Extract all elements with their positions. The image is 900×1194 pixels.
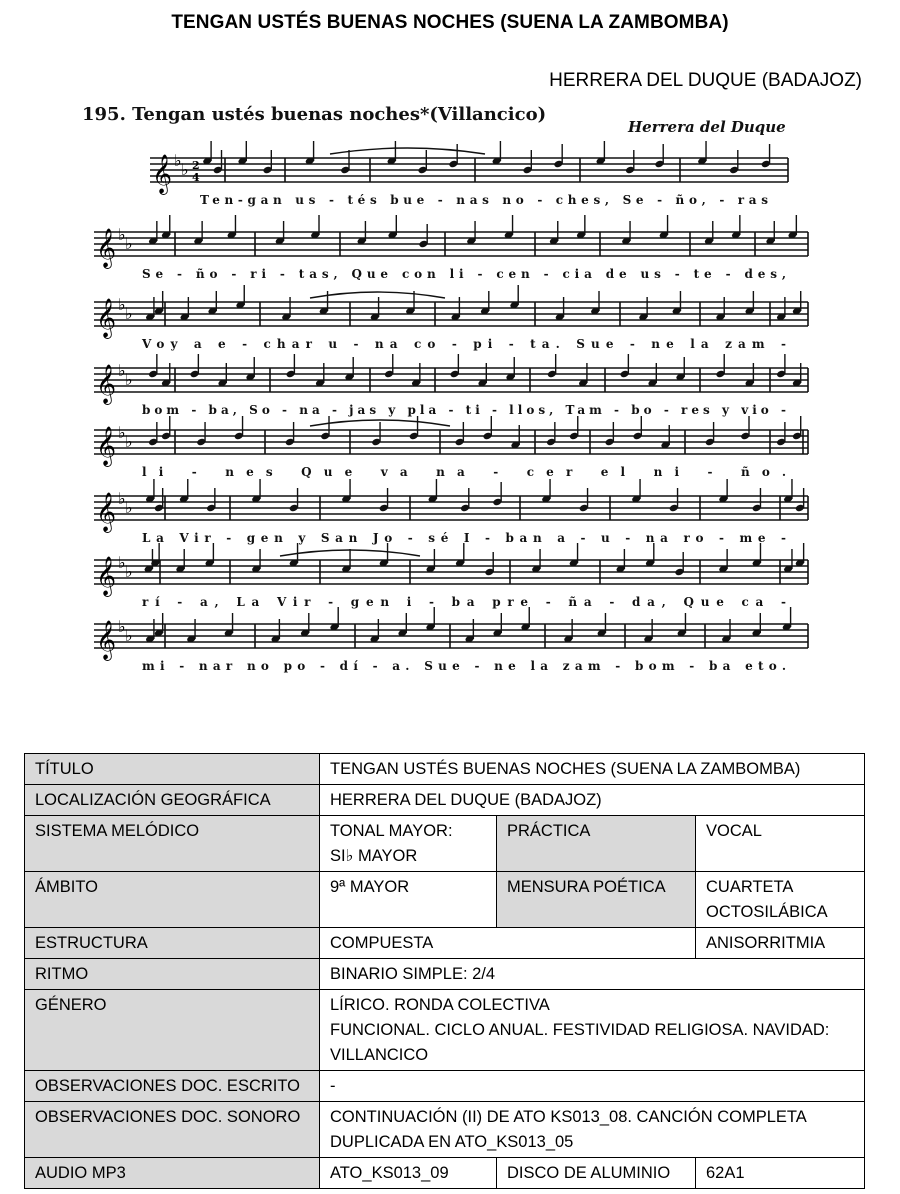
row-localizacion [25, 785, 865, 816]
geographic-location: HERRERA DEL DUQUE (BADAJOZ) [549, 70, 862, 91]
mensura-line2: OCTOSILÁBICA [706, 903, 828, 921]
row-titulo [25, 754, 865, 785]
treble-clef-icon: 𝄞 [96, 298, 117, 338]
treble-clef-icon: 𝄞 [96, 228, 117, 268]
flat-icon: ♭ [118, 295, 126, 314]
label-disco: DISCO DE ALUMINIO [497, 1158, 696, 1189]
obs-sonoro-line2: DUPLICADA EN ATO_KS013_05 [330, 1133, 574, 1151]
label-ritmo: RITMO [25, 959, 320, 990]
time-signature-top: 2 [192, 159, 200, 172]
value-titulo: TENGAN USTÉS BUENAS NOCHES (SUENA LA ZAMBOMBA) [320, 754, 865, 785]
sistema-line2: SI♭ MAYOR [330, 847, 418, 865]
value-genero [320, 990, 865, 1071]
slur [310, 292, 445, 298]
flat-icon: ♭ [125, 432, 133, 451]
label-practica: PRÁCTICA [497, 816, 696, 872]
label-mensura: MENSURA POÉTICA [497, 872, 696, 928]
row-obs-sonoro [25, 1102, 865, 1158]
lyric-line: li - nes Que va na - cer el ni - ño. [142, 465, 787, 479]
treble-clef-icon: 𝄞 [96, 556, 117, 596]
flat-icon: ♭ [125, 234, 133, 253]
value-estructura: COMPUESTA [320, 928, 696, 959]
row-sistema [25, 816, 865, 872]
metadata-table [24, 753, 865, 1189]
label-obs-sonoro: OBSERVACIONES DOC. SONORO [25, 1102, 320, 1158]
label-genero: GÉNERO [25, 990, 320, 1071]
value-ritmo: BINARIO SIMPLE: 2/4 [320, 959, 865, 990]
row-ritmo [25, 959, 865, 990]
document-title: TENGAN USTÉS BUENAS NOCHES (SUENA LA ZAMBOMBA) [171, 12, 729, 33]
value-obs-escrito: - [320, 1071, 865, 1102]
value-obs-sonoro [320, 1102, 865, 1158]
staff-system [94, 624, 808, 648]
row-estructura [25, 928, 865, 959]
value-practica: VOCAL [696, 816, 865, 872]
flat-icon: ♭ [118, 489, 126, 508]
sistema-line1: TONAL MAYOR: [330, 822, 453, 840]
flat-icon: ♭ [181, 160, 189, 179]
treble-clef-icon: 𝄞 [152, 154, 173, 194]
mensura-line1: CUARTETA [706, 878, 794, 896]
treble-clef-icon: 𝄞 [96, 426, 117, 466]
flat-icon: ♭ [125, 626, 133, 645]
row-ambito [25, 872, 865, 928]
value-ambito: 9ª MAYOR [320, 872, 497, 928]
score-place: Herrera del Duque [628, 118, 786, 136]
value-sistema [320, 816, 497, 872]
flat-icon: ♭ [125, 562, 133, 581]
genero-line1: LÍRICO. RONDA COLECTIVA [330, 996, 550, 1014]
obs-sonoro-line1: CONTINUACIÓN (II) DE ATO KS013_08. CANCIÓN COMPLETA [330, 1108, 807, 1126]
value-localizacion: HERRERA DEL DUQUE (BADAJOZ) [320, 785, 865, 816]
treble-clef-icon: 𝄞 [96, 364, 117, 404]
genero-line3: VILLANCICO [330, 1046, 429, 1064]
staff-system [94, 232, 808, 256]
flat-icon: ♭ [174, 151, 182, 170]
time-signature-bottom: 4 [192, 171, 200, 184]
score-heading: 195. Tengan ustés buenas noches*(Villancico) [82, 104, 547, 125]
staff-system [94, 560, 808, 584]
label-audio: AUDIO MP3 [25, 1158, 320, 1189]
lyric-line: La Vir - gen y San Jo - sé I - ban a - u - na ro - me - [142, 531, 787, 545]
row-obs-escrito [25, 1071, 865, 1102]
value-disco: 62A1 [696, 1158, 865, 1189]
label-estructura: ESTRUCTURA [25, 928, 320, 959]
flat-icon: ♭ [118, 361, 126, 380]
value-mensura [696, 872, 865, 928]
treble-clef-icon: 𝄞 [96, 620, 117, 660]
treble-clef-icon: 𝄞 [96, 492, 117, 532]
value-anisorritmia: ANISORRITMIA [696, 928, 865, 959]
flat-icon: ♭ [125, 370, 133, 389]
flat-icon: ♭ [118, 423, 126, 442]
row-genero [25, 990, 865, 1071]
label-localizacion: LOCALIZACIÓN GEOGRÁFICA [25, 785, 320, 816]
flat-icon: ♭ [125, 498, 133, 517]
music-score [80, 96, 820, 696]
lyric-line: mi - nar no po - dí - a. Sue - ne la zam - bom - ba eto. [142, 659, 787, 673]
label-obs-escrito: OBSERVACIONES DOC. ESCRITO [25, 1071, 320, 1102]
lyric-line: Se - ño - ri - tas, Que con li - cen - cia de us - te - des, [142, 267, 786, 281]
value-audio: ATO_KS013_09 [320, 1158, 497, 1189]
flat-icon: ♭ [118, 617, 126, 636]
label-ambito: ÁMBITO [25, 872, 320, 928]
lyric-line: Ten-gan us - tés bue - nas no - ches, Se - ño, - ras [200, 193, 769, 207]
lyric-line: rí - a, La Vir - gen i - ba pre - ña - da, Que ca - [142, 595, 786, 609]
label-titulo: TÍTULO [25, 754, 320, 785]
row-audio [25, 1158, 865, 1189]
staff-system [94, 496, 808, 520]
flat-icon: ♭ [125, 304, 133, 323]
slur [330, 148, 485, 154]
genero-line2: FUNCIONAL. CICLO ANUAL. FESTIVIDAD RELIGIOSA. NAVIDAD: [330, 1021, 830, 1039]
lyric-line: Voy a e - char u - na co - pi - ta. Sue - ne la zam - [142, 337, 787, 351]
label-sistema: SISTEMA MELÓDICO [25, 816, 320, 872]
flat-icon: ♭ [118, 553, 126, 572]
lyric-line: bom - ba, So - na - jas y pla - ti - llos, Tam - bo - res y vio - [142, 403, 786, 417]
staff-system [94, 368, 808, 392]
staff-system [94, 302, 808, 326]
flat-icon: ♭ [118, 225, 126, 244]
